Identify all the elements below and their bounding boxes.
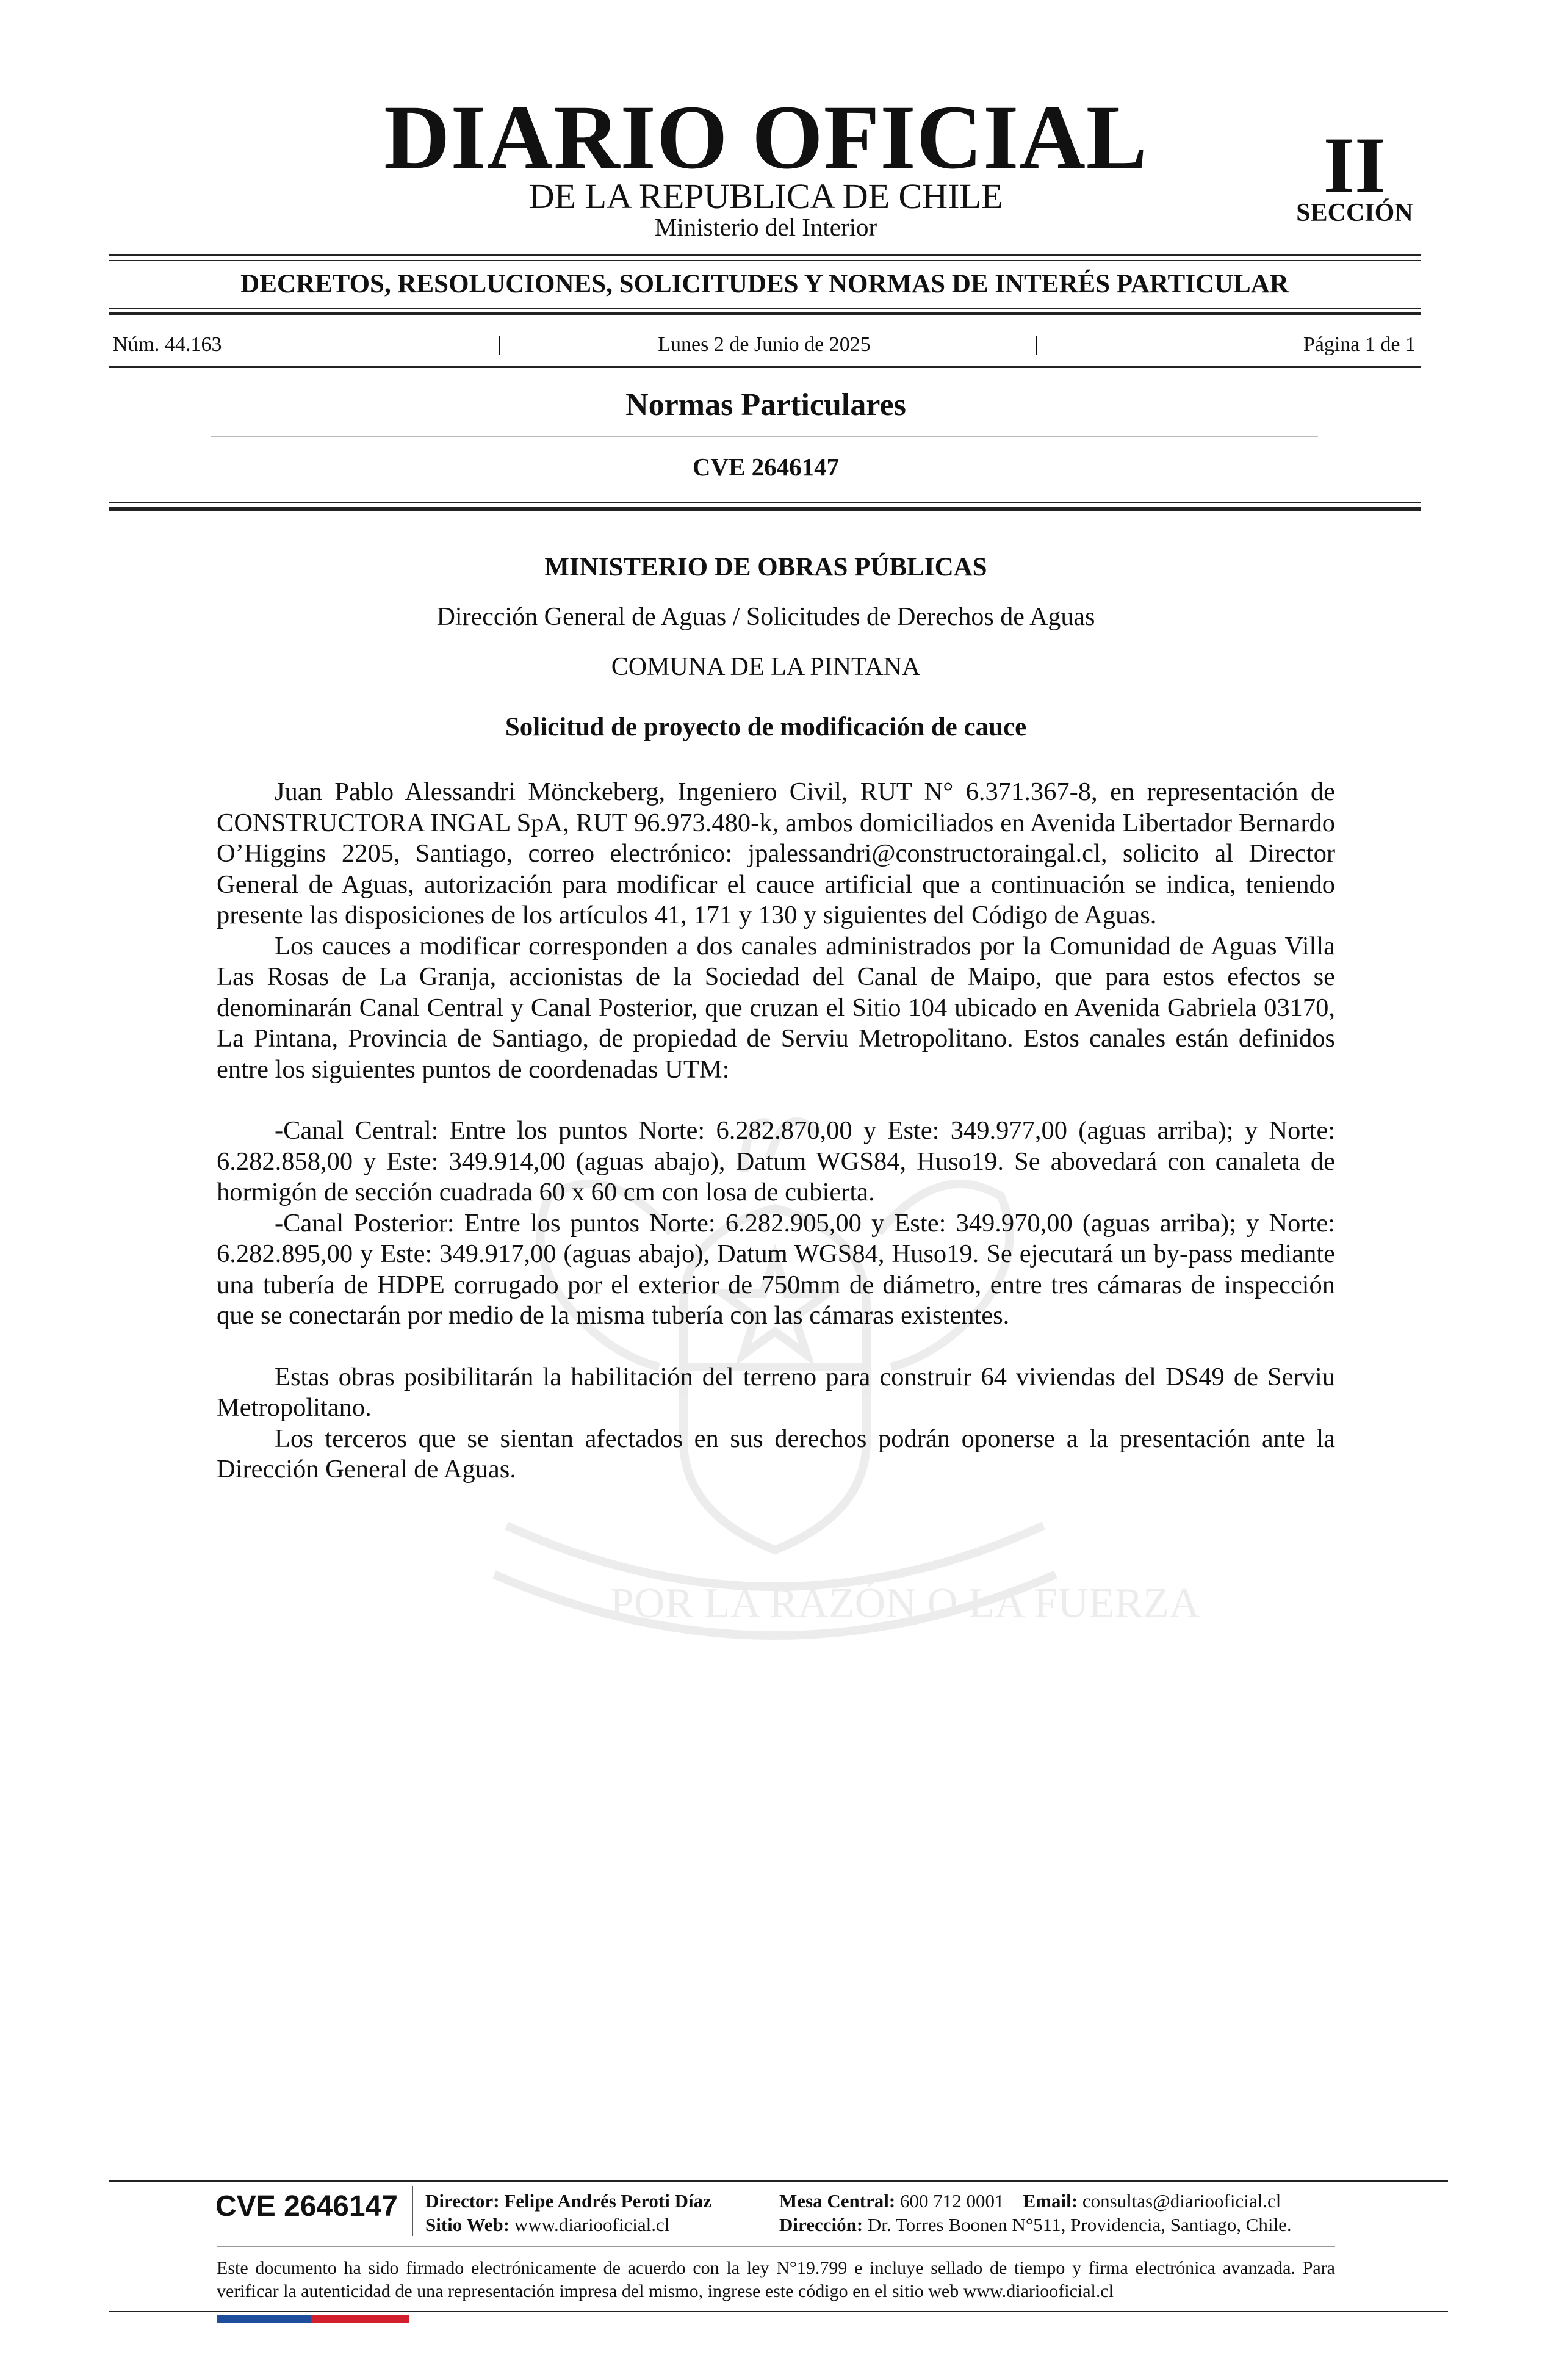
section-heading-rule: [211, 436, 1318, 437]
issue-date: Lunes 2 de Junio de 2025: [658, 333, 871, 356]
address-label: Dirección:: [779, 2214, 863, 2235]
issue-number: Núm. 44.163: [113, 333, 222, 356]
mesa-phone: 600 712 0001: [900, 2190, 1004, 2212]
document-title: Solicitud de proyecto de modificación de cauce: [505, 713, 1027, 741]
director-name: Felipe Andrés Peroti Díaz: [504, 2190, 711, 2212]
footer-cve: CVE 2646147: [215, 2190, 398, 2223]
web-link[interactable]: www.diariooficial.cl: [514, 2214, 670, 2235]
section-label: SECCIÓN: [1296, 199, 1413, 227]
email-link[interactable]: consultas@diariooficial.cl: [1082, 2190, 1281, 2212]
section-numeral: II: [1323, 120, 1386, 210]
flag-stripe-red: [311, 2315, 409, 2323]
footer-rule-bottom: [109, 2311, 1448, 2312]
header-rule-top: [109, 254, 1421, 256]
body-paragraph: Los cauces a modificar corresponden a dos canales administrados por la Comunidad de Aguas Villa Las Rosas de La Granja, accionistas de la Sociedad del Canal de Maipo, que para estos efectos se denominarán Canal Central y Canal Posterior, que cruzan el Sitio 104 ubicado en Avenida Gabriela 03170, La Pintana, Provincia de Santiago, de propiedad de Serviu Metropolitano. Estos canales están definidos entre los siguientes puntos de coordenadas UTM:: [217, 931, 1335, 1084]
director-label: Director:: [425, 2190, 500, 2212]
email-label: Email:: [1023, 2190, 1078, 2212]
body-paragraph: Estas obras posibilitarán la habilitación del terreno para construir 64 viviendas del DS49 de Serviu Metropolitano.: [217, 1362, 1335, 1422]
content-rule-thin: [109, 502, 1421, 503]
issuing-directorate: Dirección General de Aguas / Solicitudes de Derechos de Aguas: [436, 603, 1095, 631]
footer-contact-block: [779, 2189, 1365, 2237]
watermark-motto: POR LA RAZÓN O LA FUERZA: [610, 1580, 1200, 1627]
content-rule-thick: [109, 507, 1421, 511]
newspaper-title: DIARIO OFICIAL: [384, 87, 1148, 188]
flag-stripe-blue: [217, 2315, 311, 2323]
web-label: Sitio Web:: [425, 2214, 510, 2235]
newspaper-ministry: Ministerio del Interior: [654, 213, 877, 241]
mesa-label: Mesa Central:: [779, 2190, 896, 2212]
body-paragraph: Los terceros que se sientan afectados en sus derechos podrán oponerse a la presentación ante la Dirección General de Aguas.: [217, 1424, 1335, 1484]
footer-rule-middle: [217, 2246, 1335, 2247]
footer-divider: [412, 2186, 413, 2236]
issue-separator: |: [497, 333, 502, 356]
section-heading: Normas Particulares: [625, 388, 906, 422]
issue-page: Página 1 de 1: [1303, 333, 1416, 356]
body-paragraph: -Canal Central: Entre los puntos Norte: 6.282.870,00 y Este: 349.977,00 (aguas arriba); y Norte: 6.282.858,00 y Este: 349.914,00 (aguas abajo), Datum WGS84, Huso19. Se abovedará con canaleta de hormigón de sección cuadrada 60 x 60 cm con losa de cubierta.: [217, 1116, 1335, 1206]
header-rule-top-thin: [109, 260, 1421, 261]
issuing-ministry: MINISTERIO DE OBRAS PÚBLICAS: [544, 553, 987, 582]
issue-rule: [109, 366, 1421, 368]
address-value: Dr. Torres Boonen N°511, Providencia, Santiago, Chile.: [867, 2214, 1292, 2235]
newspaper-subtitle: DE LA REPUBLICA DE CHILE: [528, 176, 1003, 216]
cve-heading: CVE 2646147: [692, 453, 840, 481]
body-paragraph: Juan Pablo Alessandri Mönckeberg, Ingeniero Civil, RUT N° 6.371.367-8, en representación de CONSTRUCTORA INGAL SpA, RUT 96.973.480-k, ambos domiciliados en Avenida Libertador Bernardo O’Higgins 2205, Santiago, correo electrónico: jpalessandri@constructoraingal.cl, solicito al Director General de Aguas, autorización para modificar el cauce artificial que a continuación se indica, teniendo presente las disposiciones de los artículos 41, 171 y 130 y siguientes del Código de Aguas.: [217, 777, 1335, 929]
banner-rule-bottom-thick: [109, 312, 1421, 315]
comuna: COMUNA DE LA PINTANA: [611, 653, 921, 681]
issue-separator: |: [1034, 333, 1039, 356]
body-paragraph: -Canal Posterior: Entre los puntos Norte: 6.282.905,00 y Este: 349.970,00 (aguas arriba); y Norte: 6.282.895,00 y Este: 349.917,00 (aguas abajo), Datum WGS84, Huso19. Se ejecutará un by-pass mediante una tubería de HDPE corrugado por el exterior de 750mm de diámetro, entre tres cámaras de inspección que se conectarán por medio de la misma tubería con las cámaras existentes.: [217, 1208, 1335, 1330]
banner-rule-bottom: [109, 308, 1421, 309]
document-body: [217, 777, 1335, 1485]
category-banner: DECRETOS, RESOLUCIONES, SOLICITUDES Y NORMAS DE INTERÉS PARTICULAR: [240, 270, 1289, 298]
electronic-signature-notice: Este documento ha sido firmado electrónicamente de acuerdo con la ley N°19.799 e incluye sellado de tiempo y firma electrónica avanzada. Para verificar la autenticidad de una representación impresa del mismo, ingrese este código en el sitio web www.diariooficial.cl: [217, 2258, 1335, 2301]
footer-director-block: [425, 2189, 767, 2237]
footer-rule-top: [109, 2180, 1448, 2182]
